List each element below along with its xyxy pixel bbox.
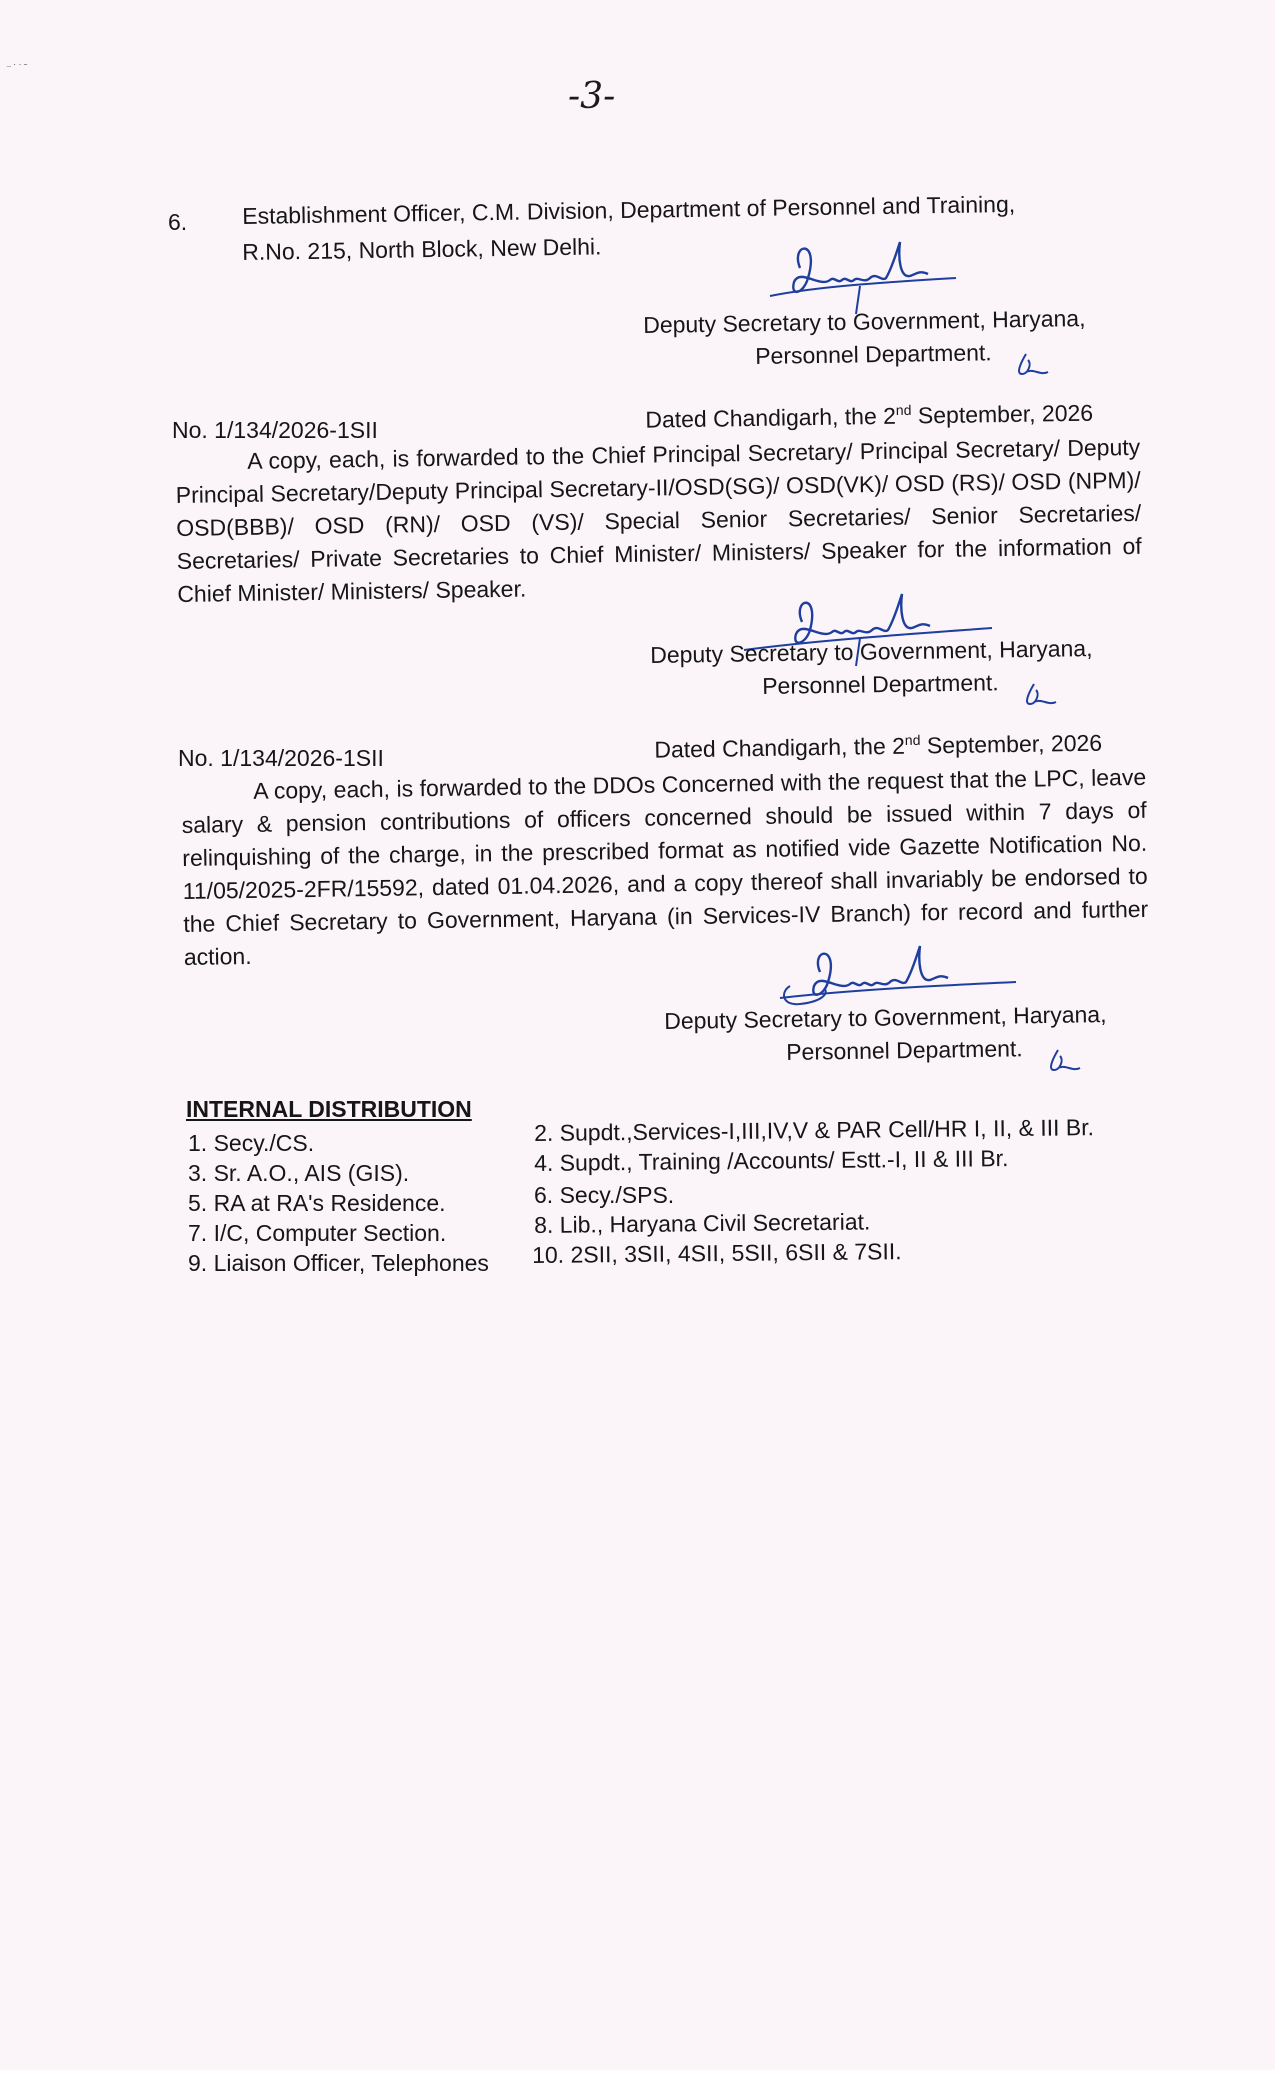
scan-mark: ⁻˙˙ˉ bbox=[6, 62, 29, 75]
distribution-item: 5. RA at RA's Residence. bbox=[188, 1190, 446, 1216]
endorsement-1-date: Dated Chandigarh, the 2nd September, 2026 bbox=[645, 399, 1094, 433]
signature-1 bbox=[760, 238, 960, 318]
distribution-item: 8. Lib., Haryana Civil Secretariat. bbox=[534, 1208, 871, 1238]
endorsement-2-text: A copy, each, is forwarded to the DDOs Concerned with the request that the LPC, leave salary & pension contributions of officers concerned should be issued within 7 days of relinquishing of the charge, in the prescribed format as notified vide Gazette Notification No. 11/05/2025-2FR/15592, dated 01.04.2026, and a copy thereof shall invariably be endorsed to the Chief Secretary to Government, Haryana (in Services-IV Branch) for record and further action. bbox=[181, 763, 1149, 970]
distribution-item: 3. Sr. A.O., AIS (GIS). bbox=[188, 1160, 410, 1186]
initials-2 bbox=[1020, 680, 1060, 714]
signature-dept-1: Personnel Department. bbox=[755, 339, 992, 369]
signature-dept-3: Personnel Department. bbox=[786, 1035, 1023, 1065]
distribution-item: 1. Secy./CS. bbox=[188, 1130, 315, 1156]
distribution-item: 9. Liaison Officer, Telephones bbox=[188, 1250, 489, 1276]
distribution-item: 2. Supdt.,Services-I,III,IV,V & PAR Cell/HR I, II, & III Br. bbox=[534, 1114, 1095, 1146]
signature-title-2: Deputy Secretary to Government, Haryana, bbox=[650, 635, 1093, 668]
endorsement-1-number: No. 1/134/2026-1SII bbox=[172, 417, 378, 443]
internal-distribution-heading: INTERNAL DISTRIBUTION bbox=[186, 1096, 472, 1122]
item-number: 6. bbox=[168, 209, 188, 235]
endorsement-1-text: A copy, each, is forwarded to the Chief Principal Secretary/ Principal Secretary/ Deputy Principal Secretary/Deputy Principal Secretary-II/OSD(SG)/ OSD(VK)/ OSD (RS)/ OSD (NPM)/ OSD(BBB)/ OSD (RN)/ OSD (VS)/ Special Senior Secretaries/ Senior Secretaries/ Secretaries/ Private Secretaries to Chief Minister/ Ministers/ Speaker for the information of Chief Minister/ Ministers/ Speaker. bbox=[175, 433, 1142, 607]
initials-3 bbox=[1044, 1046, 1084, 1080]
distribution-item: 10. 2SII, 3SII, 4SII, 5SII, 6SII & 7SII. bbox=[532, 1238, 902, 1268]
item6-line2: R.No. 215, North Block, New Delhi. bbox=[242, 233, 602, 265]
endorsement-2-number: No. 1/134/2026-1SII bbox=[178, 745, 384, 771]
signature-dept-2: Personnel Department. bbox=[762, 669, 999, 699]
signature-title-1: Deputy Secretary to Government, Haryana, bbox=[643, 305, 1086, 338]
signature-title-3: Deputy Secretary to Government, Haryana, bbox=[664, 1001, 1107, 1034]
initials-1 bbox=[1012, 350, 1052, 384]
distribution-item: 6. Secy./SPS. bbox=[534, 1182, 675, 1208]
item6-line1: Establishment Officer, C.M. Division, Department of Personnel and Training, bbox=[242, 190, 1016, 229]
endorsement-2-date: Dated Chandigarh, the 2nd September, 2026 bbox=[654, 729, 1103, 763]
page-number: -3- bbox=[568, 76, 616, 117]
distribution-item: 7. I/C, Computer Section. bbox=[188, 1220, 447, 1246]
distribution-item: 4. Supdt., Training /Accounts/ Estt.-I, II & III Br. bbox=[534, 1145, 1009, 1176]
